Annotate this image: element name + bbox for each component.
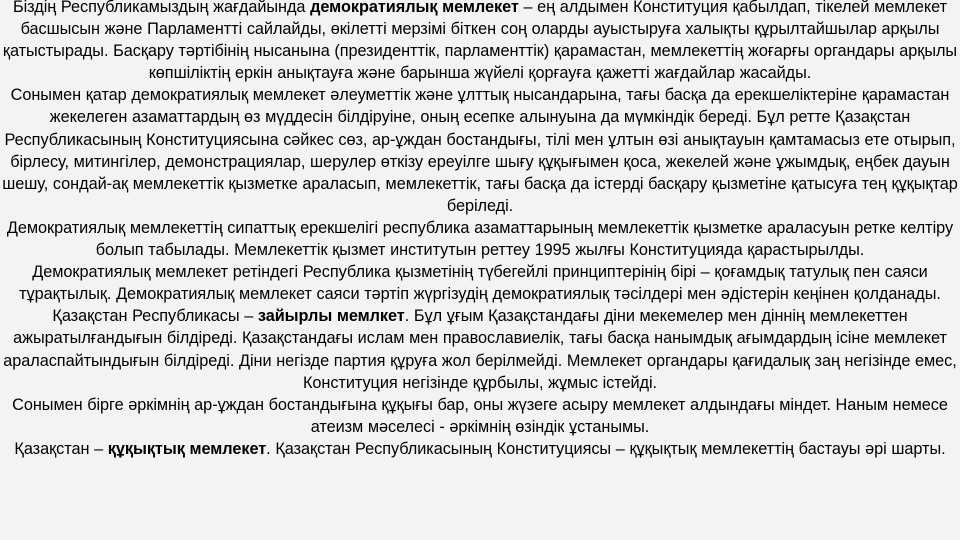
paragraph-state-service: Демократиялық мемлекеттің сипаттық ерекшелігі республика азаматтарының мемлекеттік қызметке араласуын ретке келтіру болып табылады. Мемлекеттік қызмет институтын реттеу 1995 жылғы Конституцияда қарастырылды. — [6, 218, 954, 260]
paragraph-text: Біздің Республикамыздың жағдайында — [12, 0, 311, 16]
paragraph-freedom-of-conscience: Сонымен бірге әркімнің ар-ұждан бостандығына құқығы бар, оны жүзеге асыру мемлекет алдындағы міндет. Наным немесе атеизм мәселесі - әркімнің өзіндік ұстанымы. — [12, 395, 948, 436]
paragraph-citizen-rights: Сонымен қатар демократиялық мемлекет әлеуметтік және ұлттық нысандарына, тағы басқа да ерекшеліктеріне қарамастан жекелеген азаматтардың өз мүддесін білдіруіне, оның есепке алынуына да мүмкіндік береді. Бұл ретте Қазақстан Республикасының Конституциясына сәйкес сөз, ар-ұждан бостандығы, тілі мен ұлтын өзі анықтауын қамтамасыз ете отырып, бірлесу, митингілер, демонстрациялар, шерулер өткізу ереуілге шығу құқығымен қоса, жекелей және ұжымдық, еңбек дауын шешу, сондай-ақ мемлекеттік қызметке араласып, мемлекеттік, тағы басқа да істерді басқару қызметіне қатысуға тең құқықтар беріледі. — [2, 86, 958, 215]
paragraph-legal-state — [0, 438, 960, 460]
paragraph-democratic-state-definition — [0, 0, 960, 84]
term-democratic-state: демократиялық мемлекет — [310, 0, 519, 16]
term-legal-state: құқықтық мемлекет — [107, 439, 267, 458]
paragraph-text: . Қазақстан Республикасының Конституциясы – құқықтық мемлекеттің бастауы әрі шарты. — [266, 439, 946, 458]
paragraph-secular-state — [0, 305, 960, 393]
paragraph-text: Қазақстан – — [14, 439, 108, 458]
paragraph-social-harmony: Демократиялық мемлекет ретіндегі Республика қызметінің түбегейлі принциптерінің бірі – қоғамдық татулық пен саяси тұрақтылық. Демократиялық мемлекет саяси тәртіп жүргізудің демократиялық тәсілдері мен әдістерін кеңінен қолданады. — [19, 263, 941, 304]
paragraph-text: Қазақстан Республикасы – — [52, 307, 258, 326]
paragraph-text: . Бұл ұғым Қазақстандағы діни мекемелер мен діннің мемлекеттен ажыратылғандығын білдіреді. Қазақстандағы ислам мен православиелік, тағы басқа нанымдық ағымдардың ісіне мемлекет араласпайтындығын білдіреді. Діни негізде партия құруға жол берілмейді. Мемлекет органдары қағидалық заң негізінде емес, Конституция негізінде құрбылы, жұмыс істейді. — [3, 307, 957, 392]
paragraph-text: – ең алдымен Конституция қабылдап, тікелей мемлекет басшысын және Парламентті сайлайды, өкілетті мерзімі біткен соң оларды ауыстыруға халықты құрылтайшылар арқылы қатыстырады. Басқару тәртібінің нысанына (президенттік, парламенттік) қарамастан, мемлекеттің жоғарғы органдары арқылы көпшіліктің еркін анықтауға және барынша жүйелі қорғауға қажетті жағдайлар жасайды. — [2, 0, 958, 83]
term-secular-state: зайырлы мемлкет — [257, 307, 405, 326]
